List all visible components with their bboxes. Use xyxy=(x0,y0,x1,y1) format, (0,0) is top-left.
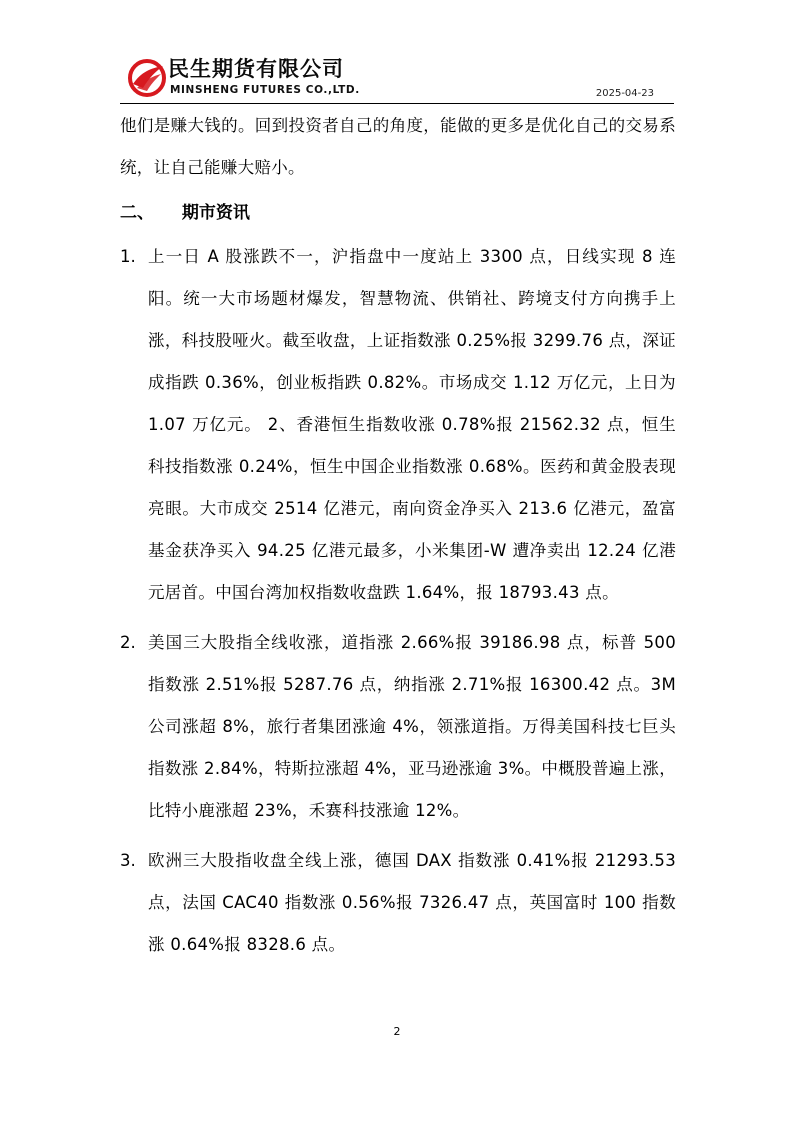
header-divider xyxy=(120,103,674,104)
item-number: 1. xyxy=(120,247,136,266)
item-text: 美国三大股指全线收涨，道指涨 2.66%报 39186.98 点，标普 500 指数涨 2.51%报 5287.76 点，纳指涨 2.71%报 16300.42 点。3M 公司涨超 8%，旅行者集团涨逾 4%，领涨道指。万得美国科技七巨头指数涨 2.84%，特斯拉涨超 4%，亚马逊涨逾 3%。中概股普遍上涨，比特小鹿涨超 23%，禾赛科技涨逾 12%。 xyxy=(148,633,676,820)
list-item xyxy=(120,622,676,832)
list-item xyxy=(120,236,676,614)
minsheng-logo-icon xyxy=(127,58,167,98)
section-heading xyxy=(120,192,676,234)
intro-paragraph: 他们是赚大钱的。回到投资者自己的角度，能做的更多是优化自己的交易系统，让自己能赚大赔小。 xyxy=(120,116,676,177)
list-item xyxy=(120,840,676,966)
company-name-cn: 民生期货有限公司 xyxy=(168,57,344,81)
page-header xyxy=(120,52,674,102)
section-title: 期市资讯 xyxy=(181,203,250,223)
page-number: 2 xyxy=(393,1025,401,1038)
item-text: 上一日 A 股涨跌不一，沪指盘中一度站上 3300 点，日线实现 8 连阳。统一大市场题材爆发，智慧物流、供销社、跨境支付方向携手上涨，科技股哑火。截至收盘，上证指数涨 0.25%报 3299.76 点，深证成指跌 0.36%，创业板指跌 0.82%。市场成交 1.12 万亿元，上日为 1.07 万亿元。 2、香港恒生指数收涨 0.78%报 21562.32 点，恒生科技指数涨 0.24%，恒生中国企业指数涨 0.68%。医药和黄金股表现亮眼。大市成交 2514 亿港元，南向资金净买入 213.6 亿港元，盈富基金获净买入 94.25 亿港元最多，小米集团-W 遭净卖出 12.24 亿港元居首。中国台湾加权指数收盘跌 1.64%，报 18793.43 点。 xyxy=(148,247,676,602)
item-text: 欧洲三大股指收盘全线上涨，德国 DAX 指数涨 0.41%报 21293.53 点，法国 CAC40 指数涨 0.56%报 7326.47 点，英国富时 100 指数涨 0.64%报 8328.6 点。 xyxy=(148,851,676,954)
item-number: 2. xyxy=(120,633,136,652)
section-number: 二、 xyxy=(120,203,154,223)
news-list xyxy=(120,236,676,966)
company-name-en: MINSHENG FUTURES CO.,LTD. xyxy=(170,84,360,96)
report-date: 2025-04-23 xyxy=(595,88,654,99)
item-number: 3. xyxy=(120,851,136,870)
page-content xyxy=(120,105,676,974)
